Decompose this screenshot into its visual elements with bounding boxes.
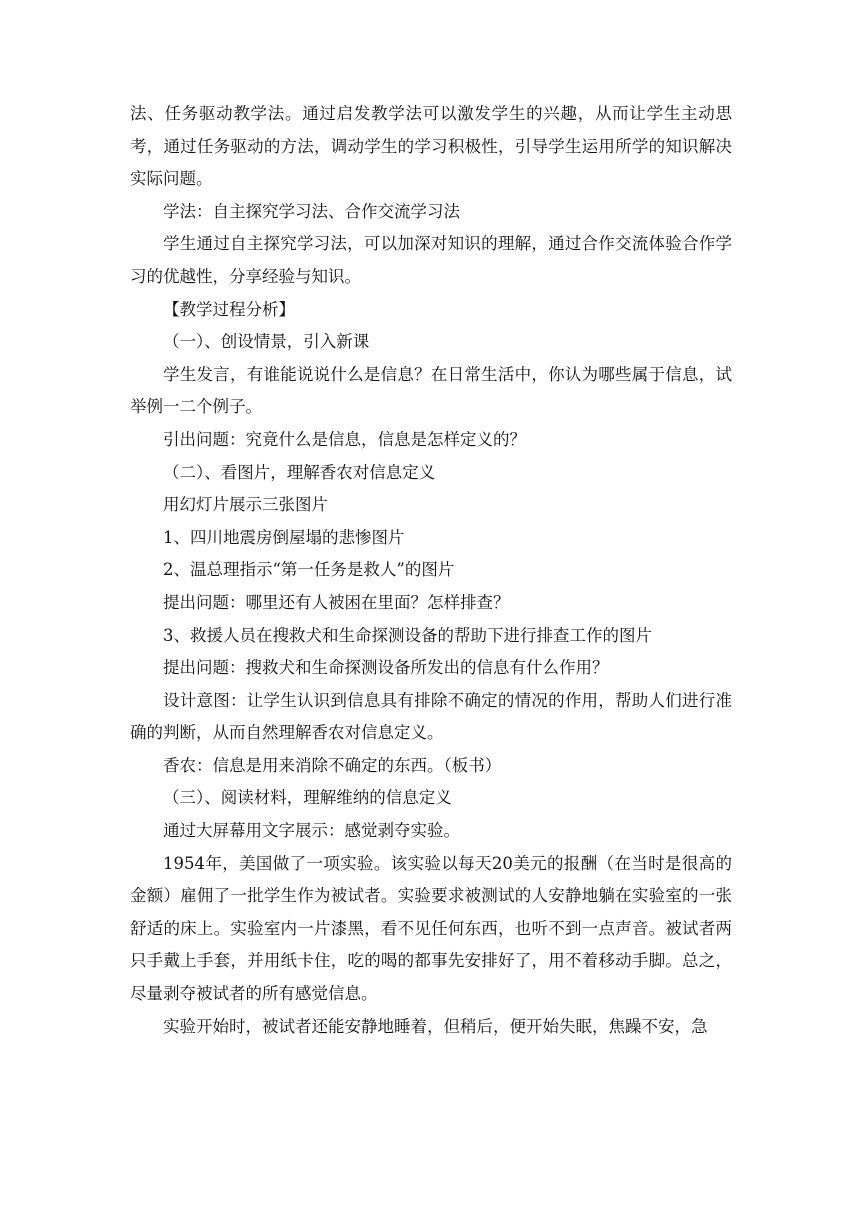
subheading-step-1: （一）、创设情景，引入新课 (163, 332, 370, 352)
paragraph-screen-display: 通过大屏幕用文字展示：感觉剥夺实验。 (163, 821, 460, 841)
paragraph-study-methods-explanation: 学生通过自主探究学习法，可以加深对知识的理解，通过合作交流体验合作学习的优越性，分享经验与知识。 (130, 234, 732, 286)
paragraph-question-2: 提出问题：哪里还有人被困在里面？怎样排查？ (163, 592, 510, 612)
list-item-1: 1、四川地震房倒屋塌的悲惨图片 (163, 527, 405, 547)
paragraph-question-1: 引出问题：究竟什么是信息，信息是怎样定义的？ (163, 429, 526, 449)
paragraph-experiment-description: 1954年，美国做了一项实验。该实验以每天20美元的报酬（在当时是很高的金额）雇佣了一批学生作为被试者。实验要求被测试的人安静地躺在实验室的一张舒适的床上。实验室内一片漆黑，看不见任何东西，也听不到一点声音。被试者两只手戴上手套，并用纸卡住，吃的喝的都事先安排好了，用不着移动手脚。总之，尽量剥夺被试者的所有感觉信息。 (130, 853, 732, 1004)
paragraph-experiment-start: 实验开始时，被试者还能安静地睡着，但稍后，便开始失眠，焦躁不安，急 (163, 1016, 708, 1036)
paragraph-student-speech: 学生发言，有谁能说说什么是信息？在日常生活中，你认为哪些属于信息，试举例一二个例子。 (130, 364, 732, 417)
paragraph-shannon-definition: 香农：信息是用来消除不确定的东西。（板书） (163, 755, 502, 775)
paragraph-design-intent: 设计意图：让学生认识到信息具有排除不确定的情况的作用，帮助人们进行准确的判断，从而自然理解香农对信息定义。 (130, 690, 732, 743)
subheading-step-2: （二）、看图片，理解香农对信息定义 (163, 462, 436, 482)
list-item-3: 3、救援人员在搜救犬和生命探测设备的帮助下进行排查工作的图片 (163, 625, 652, 645)
subheading-step-3: （三）、阅读材料，理解维纳的信息定义 (163, 788, 452, 808)
paragraph-continuation: 法、任务驱动教学法。通过启发教学法可以激发学生的兴趣，从而让学生主动思考，通过任务驱动的方法，调动学生的学习积极性，引导学生运用所学的知识解决实际问题。 (130, 104, 732, 189)
section-heading-teaching-process: 【教学过程分析】 (163, 299, 295, 319)
paragraph-slides: 用幻灯片展示三张图片 (163, 495, 328, 515)
paragraph-study-methods: 学法：自主探究学习法、合作交流学习法 (163, 201, 460, 221)
document-body (130, 98, 732, 1043)
paragraph-question-3: 提出问题：搜救犬和生命探测设备所发出的信息有什么作用？ (163, 658, 609, 678)
list-item-2: 2、温总理指示“第一任务是救人”的图片 (163, 560, 455, 580)
